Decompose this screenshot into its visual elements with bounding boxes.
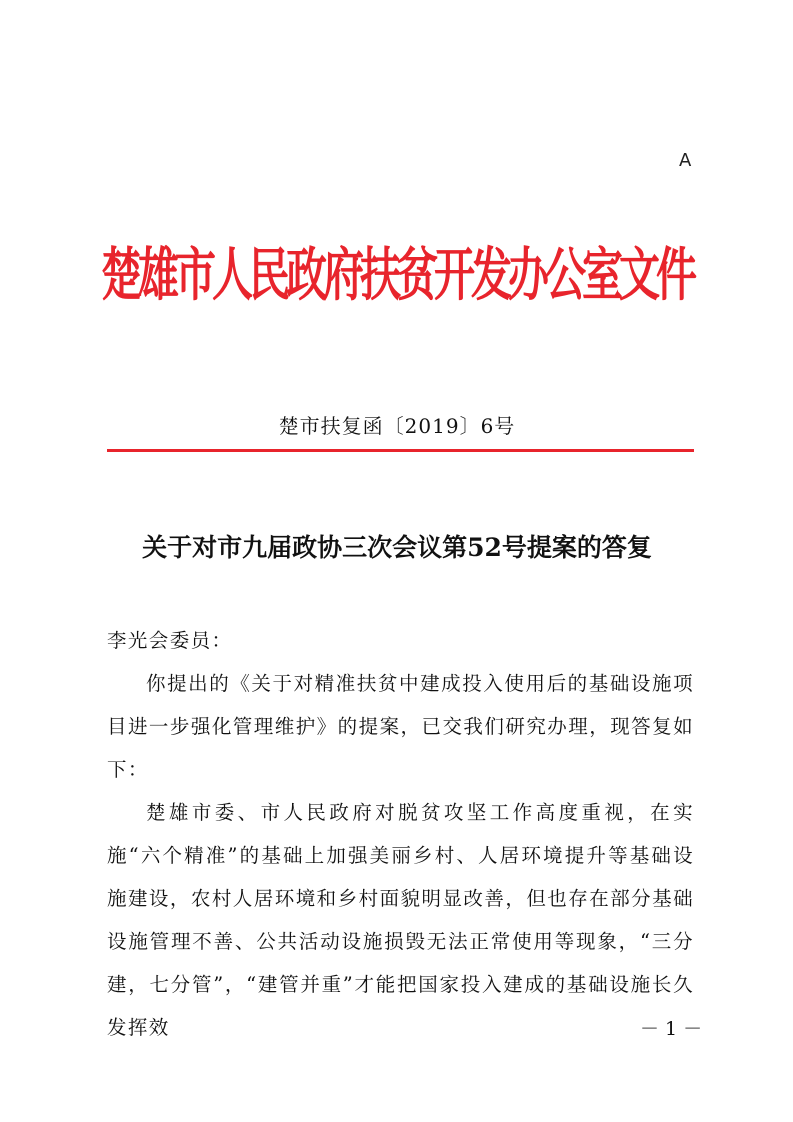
body-paragraph: 你提出的《关于对精准扶贫中建成投入使用后的基础设施项目进一步强化管理维护》的提案，已交我们研究办理，现答复如下： bbox=[107, 672, 694, 781]
document-title: 关于对市九届政协三次会议第52号提案的答复 bbox=[142, 533, 652, 562]
body-paragraph: 楚雄市委、市人民政府对脱贫攻坚工作高度重视，在实施“六个精准”的基础上加强美丽乡村、人居环境提升等基础设施建设，农村人居环境和乡村面貌明显改善，但也存在部分基础设施管理不善、公共活动设施损毁无法正常使用等现象，“三分建，七分管”，“建管并重”才能把国家投入建成的基础设施长久发挥效 bbox=[107, 801, 694, 1039]
document-header: 楚雄市人民政府扶贫开发办公室文件 bbox=[101, 241, 693, 309]
red-divider-line bbox=[107, 449, 694, 452]
document-number: 楚市扶复函〔2019〕6号 bbox=[278, 414, 516, 438]
grade-mark: A bbox=[679, 150, 692, 171]
document-body bbox=[107, 619, 694, 1049]
salutation: 李光会委员： bbox=[107, 629, 233, 652]
page-number: － 1 － bbox=[640, 1018, 703, 1040]
